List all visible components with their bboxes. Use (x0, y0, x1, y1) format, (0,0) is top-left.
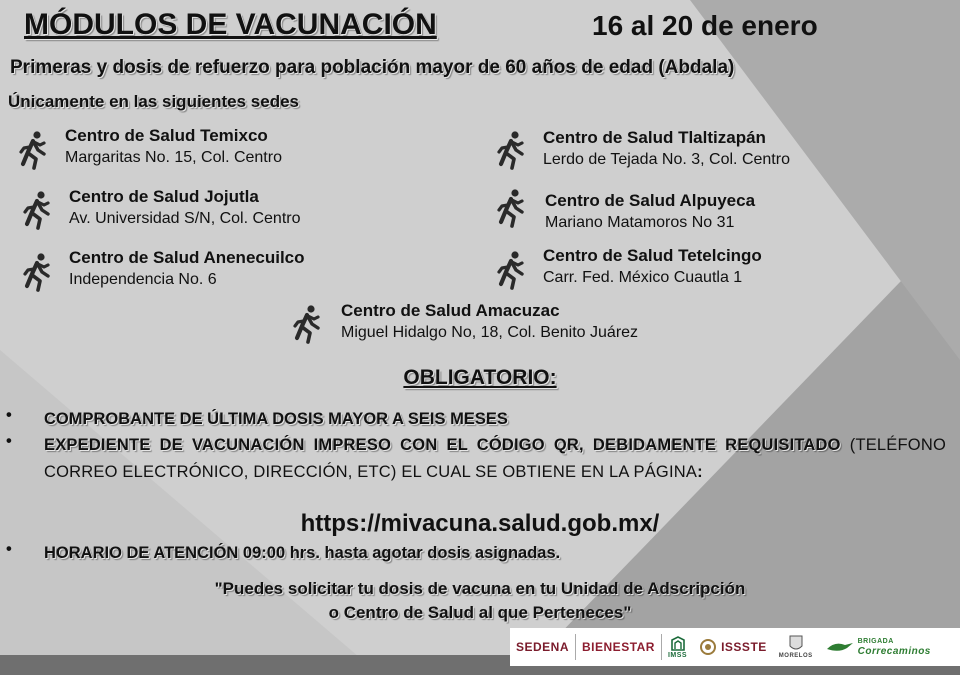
site-address: Miguel Hidalgo No, 18, Col. Benito Juárez (341, 324, 639, 341)
bienestar-logo: BIENESTAR (582, 640, 655, 654)
roadrunner-icon (825, 639, 855, 655)
requirement-detail: (TELÉFONO CORREO ELECTRÓNICO, DIRECCIÓN, ETC) EL CUAL SE OBTIENE EN LA PÁGINA (44, 436, 946, 481)
page-title: MÓDULOS DE VACUNACIÓN (24, 8, 437, 41)
requirement-text: HORARIO DE ATENCIÓN 09:00 hrs. hasta agotar dosis asignadas. (44, 544, 561, 562)
site-name: Centro de Salud Jojutla (69, 187, 259, 206)
requirement-text: EXPEDIENTE DE VACUNACIÓN IMPRESO CON EL CÓDIGO QR, DEBIDAMENTE REQUISITADO (44, 436, 841, 454)
closing-note (0, 577, 960, 625)
closing-note-line: o Centro de Salud al que Perteneces" (328, 603, 632, 622)
running-person-icon (496, 250, 526, 290)
imss-emblem-icon (670, 636, 686, 652)
running-person-icon (22, 252, 52, 292)
sedena-logo: SEDENA (516, 640, 570, 654)
site-jojutla (69, 187, 301, 228)
site-name: Centro de Salud Temixco (65, 126, 268, 145)
closing-note-line: "Puedes solicitar tu dosis de vacuna en tu Unidad de Adscripción (214, 579, 746, 598)
site-temixco (65, 126, 282, 167)
site-tetelcingo (543, 246, 762, 287)
site-address: Independencia No. 6 (69, 271, 217, 288)
site-address: Margaritas No. 15, Col. Centro (65, 149, 282, 166)
site-amacuzac (341, 301, 638, 342)
site-address: Lerdo de Tejada No. 3, Col. Centro (543, 151, 790, 168)
brigada-logo: BRIGADA Correcaminos (819, 632, 937, 662)
imss-logo: IMSS (662, 632, 693, 662)
site-anenecuilco (69, 248, 305, 289)
requirement-item (6, 540, 946, 567)
requirement-item (6, 432, 946, 486)
issste-logo: ISSSTE (693, 632, 773, 662)
site-address: Mariano Matamoros No 31 (545, 214, 735, 231)
site-name: Centro de Salud Alpuyeca (545, 191, 756, 210)
bullet: • (6, 432, 12, 450)
site-tlaltizapan (543, 128, 790, 169)
sedes-label: Únicamente en las siguientes sedes (8, 92, 300, 111)
running-person-icon (18, 130, 48, 170)
morelos-shield-icon (789, 635, 803, 653)
colon: : (697, 463, 703, 481)
subtitle: Primeras y dosis de refuerzo para población mayor de 60 años de edad (Abdala) (10, 57, 735, 78)
requirement-text: COMPROBANTE DE ÚLTIMA DOSIS MAYOR A SEIS MESES (44, 410, 508, 428)
running-person-icon (496, 188, 526, 228)
site-name: Centro de Salud Amacuzac (341, 301, 560, 320)
site-address: Av. Universidad S/N, Col. Centro (69, 210, 301, 227)
bullet: • (6, 540, 12, 558)
requirement-item (6, 406, 946, 433)
site-name: Centro de Salud Tetelcingo (543, 246, 762, 265)
bullet: • (6, 406, 12, 424)
running-person-icon (22, 190, 52, 230)
requirements-heading: OBLIGATORIO: (403, 366, 557, 389)
running-person-icon (292, 304, 322, 344)
issste-emblem-icon (699, 637, 717, 657)
morelos-logo: MORELOS (773, 632, 819, 662)
footer-logos (510, 628, 960, 666)
running-person-icon (496, 130, 526, 170)
site-address: Carr. Fed. México Cuautla 1 (543, 269, 743, 286)
vaccination-url[interactable]: https://mivacuna.salud.gob.mx/ (300, 510, 660, 537)
site-name: Centro de Salud Tlaltizapán (543, 128, 766, 147)
date-range: 16 al 20 de enero (592, 10, 818, 41)
site-alpuyeca (545, 191, 755, 232)
site-name: Centro de Salud Anenecuilco (69, 248, 305, 267)
